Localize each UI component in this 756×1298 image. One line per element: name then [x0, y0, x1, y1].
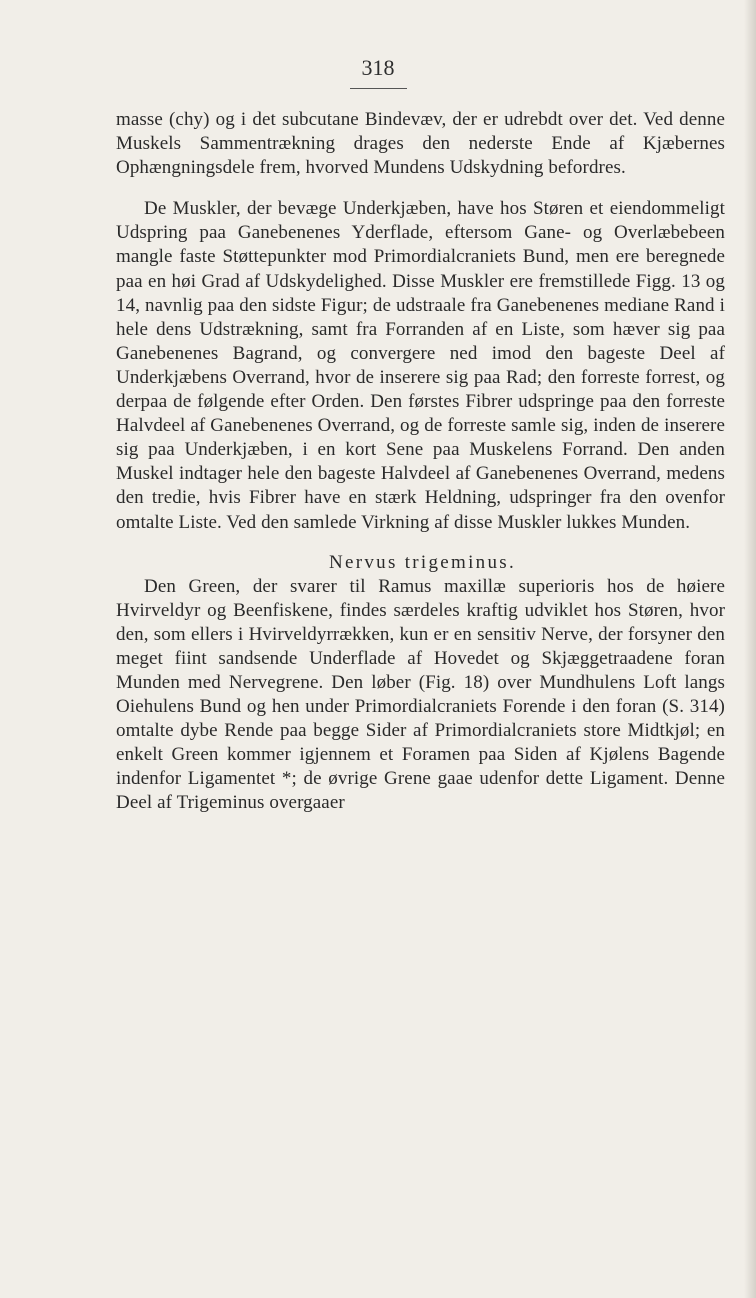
body-text [116, 108, 725, 816]
section-heading: Nervus trigeminus. [328, 551, 517, 573]
paragraph-gap [116, 180, 725, 197]
page-number: 318 [361, 55, 395, 80]
page-edge-shadow [744, 0, 756, 1298]
page-number-underline [350, 88, 407, 89]
paragraph-2: De Muskler, der bevæge Underkjæben, have hos Støren et eiendommeligt Udspring paa Ganebenenes Yderflade, eftersom Gane- og Overlæbebeen mangle faste Støttepunkter mod Primordialcraniets Bund, men ere beregnede paa en høi Grad af Udskydelighed. Disse Muskler ere fremstillede Figg. 13 og 14, navnlig paa den sidste Figur; de udstraale fra Ganebenenes mediane Rand i hele dens Udstrækning, samt fra Forranden af en Liste, som hæver sig paa Ganebenenes Bagrand, og convergere ned imod den bageste Deel af Underkjæbens Overrand, hvor de inserere sig paa Rad; den forreste forrest, og derpaa de følgende efter Orden. Den førstes Fibrer udspringe paa den forreste Halvdeel af Ganebenenes Overrand, og de forreste samle sig, inden de inserere sig paa Underkjæben, i en kort Sene paa Muskelens Forrand. Den anden Muskel indtager hele den bageste Halvdeel af Ganebenenes Overrand, medens den tredie, hvis Fibrer have en stærk Heldning, udspringer fra den ovenfor omtalte Liste. Ved den samlede Virkning af disse Muskler lukkes Munden. [116, 198, 725, 533]
paragraph-3: Den Green, der svarer til Ramus maxillæ superioris hos de høiere Hvirveldyr og Beenfiskene, findes særdeles kraftig udviklet hos Støren, hvor den, som ellers i Hvirveldyrrækken, kun er en sensitiv Nerve, der forsyner den meget fiint sandsende Underflade af Hovedet og Skjæggetraadene foran Munden med Nervegrene. Den løber (Fig. 18) over Mundhulens Loft langs Oiehulens Bund og hen under Primordialcraniets Forende i den foran (S. 314) omtalte dybe Rende paa begge Sider af Primordialcraniets store Midtkjøl; en enkelt Green kommer igjennem et Foramen paa Siden af Kjølens Bagende indenfor Ligamentet *; de øvrige Grene gaae udenfor dette Ligament. Denne Deel af Trigeminus overgaaer [116, 575, 725, 814]
paragraph-1: masse (chy) og i det subcutane Bindevæv, der er udrebdt over det. Ved denne Muskels Sammentrækning drages den nederste Ende af Kjæbernes Ophængningsdele frem, hvorved Mundens Udskydning befordres. [116, 109, 725, 179]
heading-gap [116, 535, 725, 551]
